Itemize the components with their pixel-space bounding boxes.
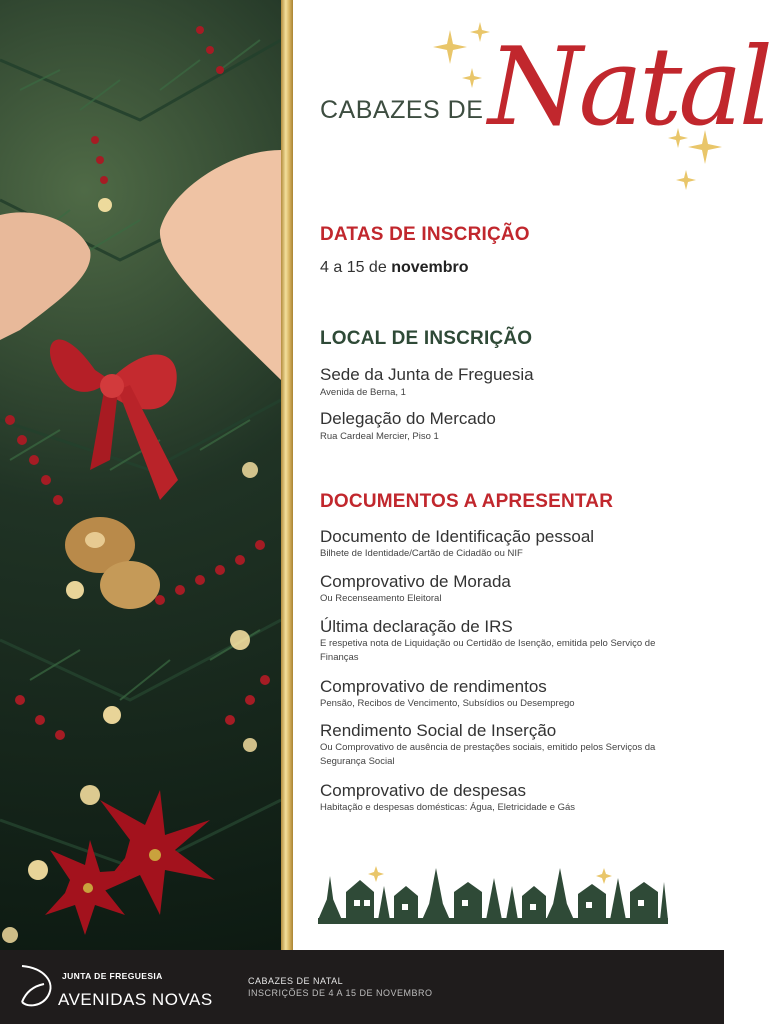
document-detail: E respetiva nota de Liquidação ou Certidão de Isenção, emitida pelo Serviço de Finanças xyxy=(320,638,656,663)
location-address: Rua Cardeal Mercier, Piso 1 xyxy=(320,431,439,442)
gold-divider xyxy=(281,0,293,950)
document-title: Comprovativo de Morada xyxy=(320,572,511,591)
title-script: Natal xyxy=(488,25,769,150)
title-prefix: CABAZES DE xyxy=(320,96,484,124)
document-detail: Ou Comprovativo de ausência de prestações sociais, emitido pelos Serviços da Segurança Social xyxy=(320,742,656,767)
documents-heading: DOCUMENTOS A APRESENTAR xyxy=(320,491,614,512)
document-title: Documento de Identificação pessoal xyxy=(320,527,595,546)
document-title: Última declaração de IRS xyxy=(320,617,513,636)
location-name: Sede da Junta de Freguesia xyxy=(320,365,534,384)
footer xyxy=(0,950,724,1024)
footer-event-title: CABAZES DE NATAL xyxy=(248,976,344,986)
document-detail: Habitação e despesas domésticas: Água, Eletricidade e Gás xyxy=(320,802,576,813)
logo-line2: AVENIDAS NOVAS xyxy=(58,990,213,1009)
logo-line1: JUNTA DE FREGUESIA xyxy=(62,971,163,981)
location-address: Avenida de Berna, 1 xyxy=(320,387,406,398)
christmas-tree-photo xyxy=(0,0,281,950)
document-detail: Bilhete de Identidade/Cartão de Cidadão ou NIF xyxy=(320,548,523,559)
dates-heading: DATAS DE INSCRIÇÃO xyxy=(320,224,530,245)
location-name: Delegação do Mercado xyxy=(320,409,496,428)
footer-event-sub: INSCRIÇÕES DE 4 A 15 DE NOVEMBRO xyxy=(248,988,433,998)
document-title: Comprovativo de despesas xyxy=(320,781,527,800)
location-heading: LOCAL DE INSCRIÇÃO xyxy=(320,328,533,349)
document-detail: Ou Recenseamento Eleitoral xyxy=(320,593,442,604)
dates-prefix: 4 a 15 de xyxy=(320,259,387,276)
document-detail: Pensão, Recibos de Vencimento, Subsídios ou Desemprego xyxy=(320,698,575,709)
dates-text xyxy=(320,259,469,277)
winter-village-icon xyxy=(318,862,668,924)
document-title: Comprovativo de rendimentos xyxy=(320,677,547,696)
junta-logo-icon xyxy=(18,962,62,1012)
dates-month: novembro xyxy=(391,259,469,276)
document-title: Rendimento Social de Inserção xyxy=(320,721,557,740)
